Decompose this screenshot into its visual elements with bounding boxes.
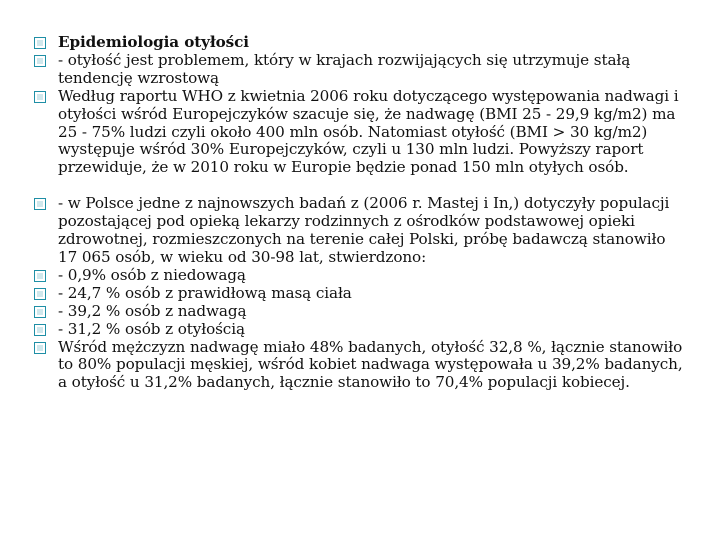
list-item-text: - 0,9% osób z niedowagą: [58, 265, 246, 284]
square-bullet-icon: [34, 270, 46, 282]
list-item: [34, 267, 684, 285]
list-item: [34, 285, 684, 303]
square-bullet-icon: [34, 288, 46, 300]
list-item: [34, 52, 684, 88]
list-item-text: Według raportu WHO z kwietnia 2006 roku dotyczącego występowania nadwagi i otyłości wśród Europejczyków szacuje się, że nadwagę (BMI 25 - 29,9 kg/m2) ma 25 - 75% ludzi czyli około 400 mln osób. Natomiast otyłość (BMI > 30 kg/m2) występuje wśród 30% Europejczyków, czyli u 130 mln ludzi. Powyższy raport przewiduje, że w 2010 roku w Europie będzie ponad 150 mln otyłych osób.: [58, 86, 679, 177]
list-item-heading: [34, 34, 684, 52]
square-bullet-icon: [34, 198, 46, 210]
list-item-text: - w Polsce jedne z najnowszych badań z (2006 r. Mastej i In,) dotyczyły populacji pozostającej pod opieką lekarzy rodzinnych z ośrodków podstawowej opieki zdrowotnej, rozmieszczonych na terenie całej Polski, próbę badawczą stanowiło 17 065 osób, w wieku od 30-98 lat, stwierdzono:: [58, 194, 670, 266]
square-bullet-icon: [34, 55, 46, 67]
list-item-text: Wśród mężczyzn nadwagę miało 48% badanych, otyłość 32,8 %, łącznie stanowiło to 80% populacji męskiej, wśród kobiet nadwaga występowała u 39,2% badanych, a otyłość u 31,2% badanych, łącznie stanowiło to 70,4% populacji kobiecej.: [58, 337, 683, 392]
square-bullet-icon: [34, 91, 46, 103]
list-item: [34, 303, 684, 321]
list-item-text: - 24,7 % osób z prawidłową masą ciała: [58, 283, 352, 302]
heading-text: Epidemiologia otyłości: [58, 33, 249, 51]
square-bullet-icon: [34, 342, 46, 354]
list-item-text: - 31,2 % osób z otyłością: [58, 319, 245, 338]
list-item-text: - otyłość jest problemem, który w krajach rozwijających się utrzymuje stałą tendencję wzrostową: [58, 50, 631, 87]
square-bullet-icon: [34, 324, 46, 336]
list-item: [34, 339, 684, 393]
list-item: [34, 195, 684, 267]
square-bullet-icon: [34, 306, 46, 318]
list-item-text: - 39,2 % osób z nadwagą: [58, 301, 247, 320]
list-item: [34, 321, 684, 339]
square-bullet-icon: [34, 37, 46, 49]
list-item: [34, 88, 684, 178]
bullet-list: [34, 34, 684, 392]
